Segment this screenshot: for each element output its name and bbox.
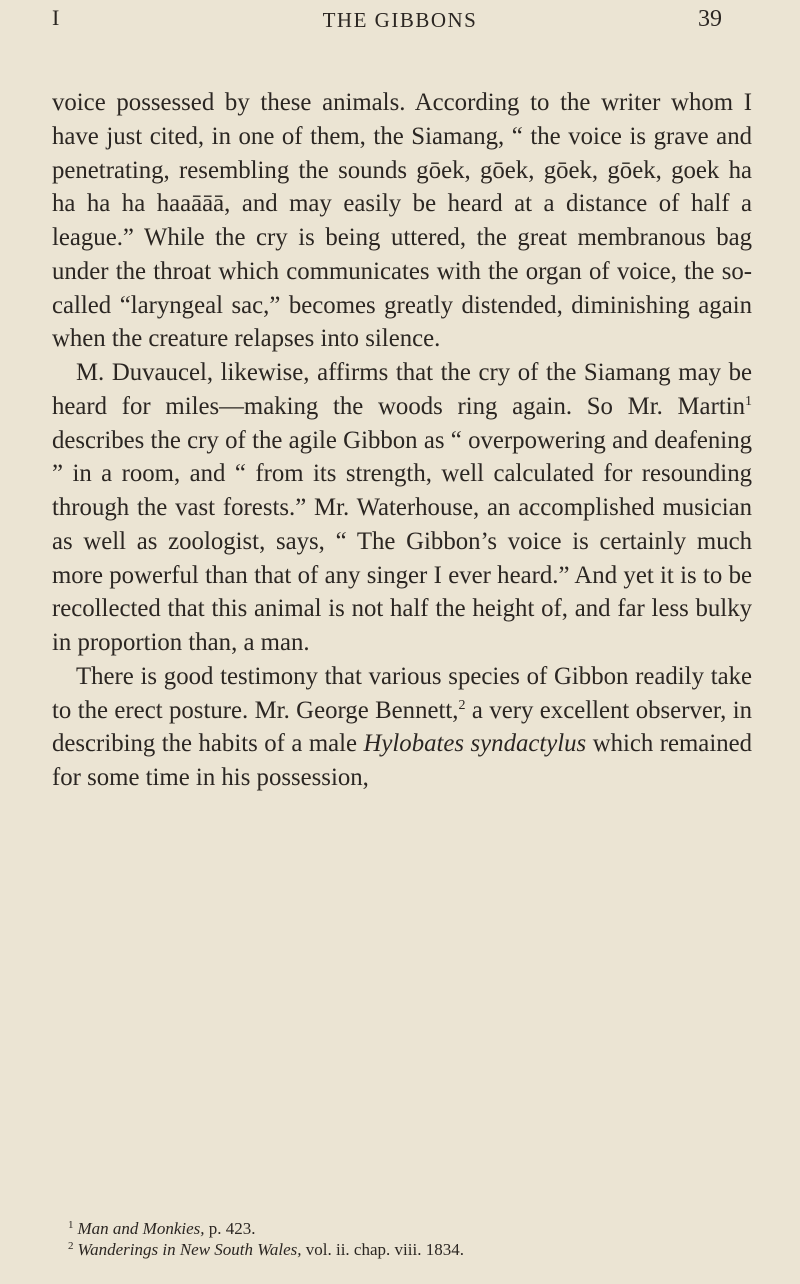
paragraph-text: M. Duvaucel, likewise, affirms that the cry of the Siamang may be heard for miles—making the woods ring again. So Mr. Martin [52, 359, 752, 420]
footnote-title: Wanderings in New South Wales, [77, 1240, 302, 1259]
footnote-2 [52, 1239, 772, 1260]
running-title: THE GIBBONS [322, 8, 478, 32]
paragraph-text: voice possessed by these animals. According to the writer whom I have just cited, in one of them, the Siamang, “ the voice is grave and penetrating, resembling the sounds gōek, gōek, gōek, gōek, goek ha ha ha ha haaāāā, and may easily be heard at a distance of half a league.” While the cry is being uttered, the great membranous bag under the throat which communicates with the organ of voice, the so-called “laryngeal sac,” becomes greatly distended, diminishing again when the creature relapses into silence. [52, 89, 752, 353]
footnote-text: vol. ii. chap. viii. 1834. [301, 1240, 464, 1259]
footnote-title: Man and Monkies, [77, 1219, 205, 1238]
paragraph-2 [52, 356, 752, 660]
paragraph-text: which remained for some time in his possession, [52, 730, 753, 791]
footnote-1 [52, 1218, 772, 1239]
footnote-mark: 1 [68, 1219, 74, 1231]
paragraph-1 [52, 86, 752, 356]
chapter-number: I [52, 5, 60, 30]
footnotes [52, 1218, 772, 1260]
page-number: 39 [698, 6, 722, 32]
paragraph-text: a very excellent observer, in describing the habits of a male [52, 696, 752, 758]
paragraph-3 [52, 660, 752, 795]
species-name: Hylobates syndactylus [363, 730, 587, 758]
footnote-mark: 2 [68, 1240, 74, 1252]
footnote-ref-2: 2 [458, 697, 466, 713]
paragraph-text: There is good testimony that various species of Gibbon readily take to the erect posture. Mr. George Bennett, [52, 662, 752, 724]
body-text [52, 86, 752, 795]
page-header [0, 0, 800, 60]
paragraph-text: describes the cry of the agile Gibbon as “ overpowering and deafening ” in a room, and “ from its strength, well calculated for resounding through the vast forests.” Mr. Waterhouse, an accomplished musician as well as zoologist, says, “ The Gibbon’s voice is certainly much more powerful than that of any singer I ever heard.” And yet it is to be recollected that this animal is not half the height of, and far less bulky in proportion than, a man. [52, 426, 752, 656]
footnote-ref-1: 1 [745, 393, 752, 409]
footnote-text: p. 423. [204, 1219, 256, 1238]
